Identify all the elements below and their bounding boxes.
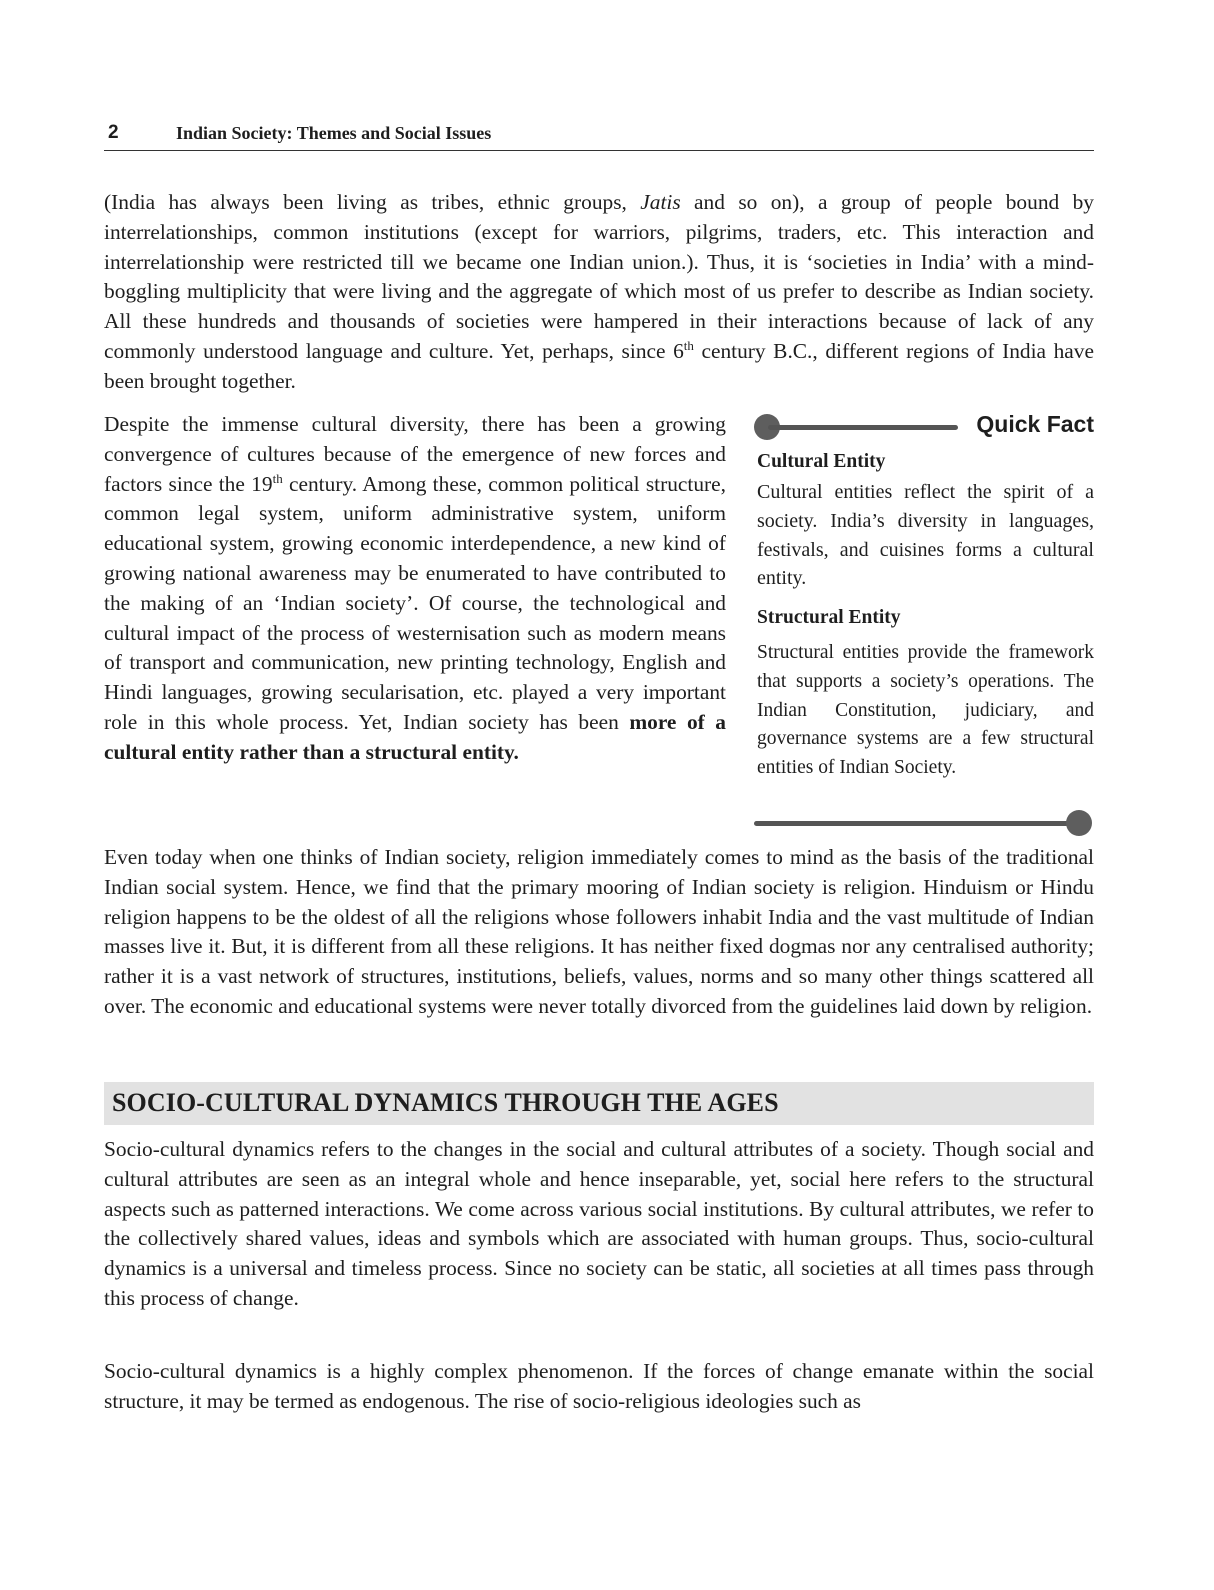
paragraph-endogenous: Socio-cultural dynamics is a highly complex phenomenon. If the forces of change emanate within the social structure, it may be termed as endogenous. The rise of socio-religious ideologies such as bbox=[104, 1359, 1094, 1413]
structural-entity-heading: Structural Entity bbox=[757, 607, 901, 628]
italic-term: Jatis bbox=[640, 190, 681, 214]
superscript: th bbox=[272, 470, 283, 486]
paragraph-convergence bbox=[104, 410, 726, 768]
quick-fact-bottom-rule bbox=[754, 821, 1080, 826]
superscript: th bbox=[683, 337, 694, 353]
running-title: Indian Society: Themes and Social Issues bbox=[176, 123, 492, 143]
section-heading: SOCIO-CULTURAL DYNAMICS THROUGH THE AGES bbox=[112, 1088, 779, 1117]
text-run: (India has always been living as tribes, ethnic groups, bbox=[104, 190, 641, 214]
cultural-entity-text: Cultural entities reflect the spirit of a society. India’s diversity in languages, festivals, and cuisines forms a cultural entity. bbox=[757, 481, 1094, 590]
text-run: Despite the immense cultural diversity, there has been a growing convergence of cultures because of the emergence of new forces and factors since the 19 bbox=[104, 412, 726, 496]
cultural-entity-heading: Cultural Entity bbox=[757, 451, 886, 472]
paragraph-intro bbox=[104, 188, 1094, 397]
text-run: and so on), a group of people bound by interrelationships, common institutions (except for warriors, pilgrims, traders, etc. This interaction and interrelationship were restricted till we became one Indian union.). Thus, it is ‘societies in India’ with a mind-boggling multiplicity that were living and the aggregate of which most of us prefer to describe as Indian society. All these hundreds and thousands of societies were hampered in their interactions because of lack of any commonly understood language and culture. Yet, perhaps, since 6 bbox=[104, 190, 1094, 363]
page-number: 2 bbox=[108, 122, 119, 143]
structural-entity-text: Structural entities provide the framework that supports a society’s operations. The Indian Constitution, judiciary, and governance systems are a few structural entities of Indian Society. bbox=[757, 642, 1094, 779]
bold-conclusion: more of a cultural entity rather than a structural entity. bbox=[104, 709, 727, 764]
section-heading-band bbox=[104, 1082, 1094, 1125]
text-run: century. Among these, common political structure, common legal system, uniform administrative system, uniform educational system, growing economic interdependence, a new kind of growing national awareness may be enumerated to have contributed to the making of an ‘Indian society’. Of course, the technological and cultural impact of the process of westernisation such as modern means of transport and communication, new printing technology, English and Hindi languages, growing secularisation, etc. played a very important role in this whole process. Yet, Indian society has been bbox=[104, 471, 727, 734]
paragraph-religion: Even today when one thinks of Indian society, religion immediately comes to mind as the basis of the traditional Indian social system. Hence, we find that the primary mooring of Indian society is religion. Hinduism or Hindu religion happens to be the oldest of all the religions whose followers inhabit India and the vast multitude of Indian masses live it. But, it is different from all these religions. It has neither fixed dogmas nor any centralised authority; rather it is a vast network of structures, institutions, beliefs, values, norms and so many other things scattered all over. The economic and educational systems were never totally divorced from the guidelines laid down by religion. bbox=[104, 845, 1094, 1018]
running-header bbox=[104, 118, 1094, 151]
paragraph-socio-cultural-dynamics: Socio-cultural dynamics refers to the changes in the social and cultural attributes of a society. Though social and cultural attributes are seen as an integral whole and hence inseparable, yet, social here refers to the structural aspects such as patterned interactions. We come across various social institutions. By cultural attributes, we refer to the collectively shared values, ideas and symbols which are associated with human groups. Thus, socio-cultural dynamics is a universal and timeless process. Since no society can be static, all societies at all times pass through this process of change. bbox=[104, 1137, 1094, 1310]
quick-fact-top-rule bbox=[768, 425, 958, 430]
quick-fact-title: Quick Fact bbox=[976, 411, 1094, 437]
text-run: century B.C., different regions of India have been brought together. bbox=[104, 338, 1094, 393]
quick-fact-box bbox=[754, 408, 1094, 838]
quick-fact-bottom-dot bbox=[1066, 810, 1092, 836]
